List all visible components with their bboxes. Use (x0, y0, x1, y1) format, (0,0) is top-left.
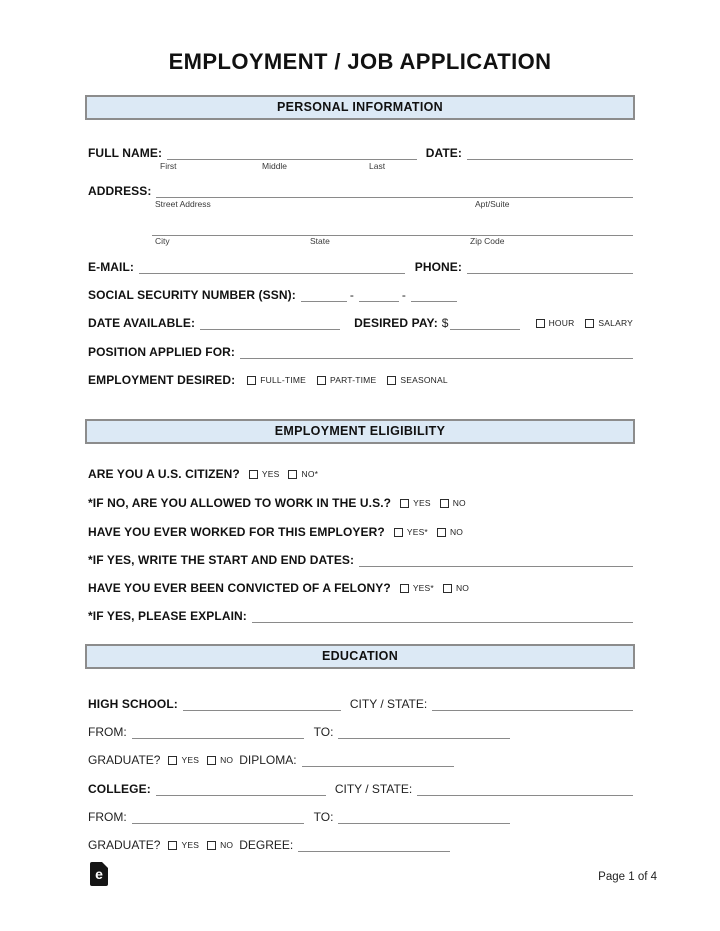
allowed-yes-checkbox[interactable] (400, 498, 431, 508)
high-school-graduate-row (88, 750, 633, 767)
hs-city-state-field-line[interactable] (432, 699, 633, 711)
felony-yes-checkbox[interactable] (400, 583, 434, 593)
college-field-line[interactable] (156, 784, 326, 796)
state-sublabel: State (310, 236, 330, 246)
allowed-no-checkbox[interactable] (440, 498, 466, 508)
college-to-field-line[interactable] (338, 812, 510, 824)
logo-letter: e (95, 866, 103, 882)
checkbox-icon[interactable] (437, 528, 446, 537)
checkbox-icon[interactable] (400, 499, 409, 508)
phone-label: PHONE: (414, 260, 462, 274)
part-time-checkbox[interactable] (317, 375, 376, 385)
checkbox-icon[interactable] (400, 584, 409, 593)
hs-graduate-label: GRADUATE? (88, 753, 161, 767)
checkbox-icon[interactable] (207, 841, 216, 850)
ssn-row (88, 285, 633, 302)
worked-yes-label: YES* (406, 527, 428, 537)
college-to-label: TO: (313, 810, 334, 824)
college-from-field-line[interactable] (132, 812, 304, 824)
checkbox-icon[interactable] (440, 499, 449, 508)
city-sublabel: City (155, 236, 170, 246)
allowed-to-work-question-label: *IF NO, ARE YOU ALLOWED TO WORK IN THE U.S.? (88, 496, 392, 510)
ssn-field-line-1[interactable] (301, 290, 347, 302)
full-time-checkbox[interactable] (247, 375, 306, 385)
salary-option-label: SALARY (598, 318, 633, 328)
felony-explain-label: *IF YES, PLEASE EXPLAIN: (88, 609, 247, 623)
hs-from-field-line[interactable] (132, 727, 304, 739)
eforms-document-logo (90, 862, 108, 886)
first-sublabel: First (160, 161, 177, 171)
hour-option-label: HOUR (548, 318, 575, 328)
email-label: E-MAIL: (88, 260, 135, 274)
college-city-state-label: CITY / STATE: (334, 782, 413, 796)
college-graduate-no-checkbox[interactable] (207, 840, 233, 850)
felony-no-checkbox[interactable] (443, 583, 469, 593)
hs-to-field-line[interactable] (338, 727, 510, 739)
citizen-question-label: ARE YOU A U.S. CITIZEN? (88, 467, 240, 481)
degree-label: DEGREE: (239, 838, 294, 852)
phone-field-line[interactable] (467, 262, 633, 274)
hs-graduate-yes-checkbox[interactable] (168, 755, 199, 765)
page-title: EMPLOYMENT / JOB APPLICATION (168, 49, 552, 74)
apt-suite-sublabel: Apt/Suite (475, 199, 510, 209)
position-applied-field-line[interactable] (240, 347, 633, 359)
address-label: ADDRESS: (88, 184, 152, 198)
zip-code-sublabel: Zip Code (470, 236, 505, 246)
checkbox-icon[interactable] (536, 319, 545, 328)
seasonal-checkbox[interactable] (387, 375, 447, 385)
date-available-pay-row (88, 313, 633, 330)
felony-explain-field-line[interactable] (252, 611, 633, 623)
address-row (88, 181, 633, 198)
degree-field-line[interactable] (298, 840, 450, 852)
street-address-field-line[interactable] (156, 186, 633, 198)
worked-before-question-label: HAVE YOU EVER WORKED FOR THIS EMPLOYER? (88, 525, 385, 539)
employment-desired-row (88, 370, 633, 387)
checkbox-icon[interactable] (168, 756, 177, 765)
checkbox-icon[interactable] (247, 376, 256, 385)
desired-pay-label: DESIRED PAY: (354, 316, 438, 330)
allowed-to-work-question-row (88, 493, 633, 510)
checkbox-icon[interactable] (585, 319, 594, 328)
hs-graduate-yes-label: YES (181, 755, 200, 765)
address-sublabels-row-1 (88, 199, 633, 210)
checkbox-icon[interactable] (394, 528, 403, 537)
citizen-yes-label: YES (261, 469, 280, 479)
college-from-to-row (88, 807, 633, 824)
college-from-label: FROM: (88, 810, 127, 824)
last-sublabel: Last (369, 161, 386, 171)
full-name-row (88, 143, 633, 160)
page-indicator: Page 1 of 4 (598, 871, 657, 883)
diploma-label: DIPLOMA: (239, 753, 297, 767)
ssn-separator-1: - (349, 288, 354, 302)
start-end-dates-label: *IF YES, WRITE THE START AND END DATES: (88, 553, 355, 567)
diploma-field-line[interactable] (302, 755, 454, 767)
ssn-label: SOCIAL SECURITY NUMBER (SSN): (88, 288, 296, 302)
college-row (88, 779, 633, 796)
hs-to-label: TO: (313, 725, 334, 739)
position-applied-label: POSITION APPLIED FOR: (88, 345, 235, 359)
section-header-employment-eligibility: EMPLOYMENT ELIGIBILITY (85, 419, 635, 444)
address-sublabels-row-2 (88, 236, 633, 247)
worked-before-question-row (88, 522, 633, 539)
date-label: DATE: (425, 146, 462, 160)
email-field-line[interactable] (139, 262, 405, 274)
allowed-yes-label: YES (413, 498, 431, 508)
felony-no-label: NO (455, 583, 470, 593)
checkbox-icon[interactable] (207, 756, 216, 765)
desired-pay-field-line[interactable] (450, 318, 519, 330)
college-graduate-no-label: NO (220, 840, 234, 850)
hs-city-state-label: CITY / STATE: (349, 697, 428, 711)
hs-graduate-no-label: NO (220, 755, 234, 765)
checkbox-icon[interactable] (288, 470, 297, 479)
start-end-dates-field-line[interactable] (359, 555, 633, 567)
section-header-personal-information: PERSONAL INFORMATION (85, 95, 635, 120)
email-phone-row (88, 257, 633, 274)
section-header-education: EDUCATION (85, 644, 635, 669)
felony-yes-label: YES* (412, 583, 434, 593)
date-available-field-line[interactable] (200, 318, 340, 330)
worked-yes-checkbox[interactable] (394, 527, 428, 537)
high-school-row (88, 694, 633, 711)
currency-symbol: $ (441, 316, 449, 330)
high-school-label: HIGH SCHOOL: (88, 697, 178, 711)
college-graduate-yes-label: YES (181, 840, 200, 850)
college-city-state-field-line[interactable] (417, 784, 633, 796)
date-available-label: DATE AVAILABLE: (88, 316, 196, 330)
full-time-option-label: FULL-TIME (260, 375, 306, 385)
part-time-option-label: PART-TIME (329, 375, 377, 385)
citizen-yes-checkbox[interactable] (249, 469, 280, 479)
checkbox-icon[interactable] (443, 584, 452, 593)
employment-desired-label: EMPLOYMENT DESIRED: (88, 373, 236, 387)
name-sublabels-row (88, 161, 633, 172)
felony-question-row (88, 578, 633, 595)
hour-checkbox[interactable] (536, 318, 575, 328)
middle-sublabel: Middle (262, 161, 288, 171)
checkbox-icon[interactable] (387, 376, 396, 385)
felony-question-label: HAVE YOU EVER BEEN CONVICTED OF A FELONY? (88, 581, 391, 595)
ssn-field-line-2[interactable] (359, 290, 399, 302)
citizen-question-row (88, 464, 633, 481)
date-field-line[interactable] (467, 148, 633, 160)
high-school-from-to-row (88, 722, 633, 739)
checkbox-icon[interactable] (249, 470, 258, 479)
hs-graduate-no-checkbox[interactable] (207, 755, 233, 765)
checkbox-icon[interactable] (168, 841, 177, 850)
start-end-dates-row (88, 550, 633, 567)
worked-no-checkbox[interactable] (437, 527, 463, 537)
city-state-zip-field-line[interactable] (152, 224, 633, 236)
allowed-no-label: NO (452, 498, 466, 508)
full-name-field-line[interactable] (167, 148, 417, 160)
worked-no-label: NO (449, 527, 464, 537)
position-applied-row (88, 342, 633, 359)
college-graduate-yes-checkbox[interactable] (168, 840, 199, 850)
college-label: COLLEGE: (88, 782, 151, 796)
full-name-label: FULL NAME: (88, 146, 163, 160)
hs-from-label: FROM: (88, 725, 127, 739)
street-address-sublabel: Street Address (155, 199, 211, 209)
ssn-field-line-3[interactable] (411, 290, 457, 302)
salary-checkbox[interactable] (585, 318, 633, 328)
ssn-separator-2: - (401, 288, 406, 302)
felony-explain-row (88, 606, 633, 623)
checkbox-icon[interactable] (317, 376, 326, 385)
seasonal-option-label: SEASONAL (400, 375, 448, 385)
city-state-zip-row (152, 219, 633, 236)
high-school-field-line[interactable] (183, 699, 341, 711)
citizen-no-checkbox[interactable] (288, 469, 318, 479)
citizen-no-label: NO* (301, 469, 319, 479)
college-graduate-label: GRADUATE? (88, 838, 161, 852)
college-graduate-row (88, 835, 633, 852)
